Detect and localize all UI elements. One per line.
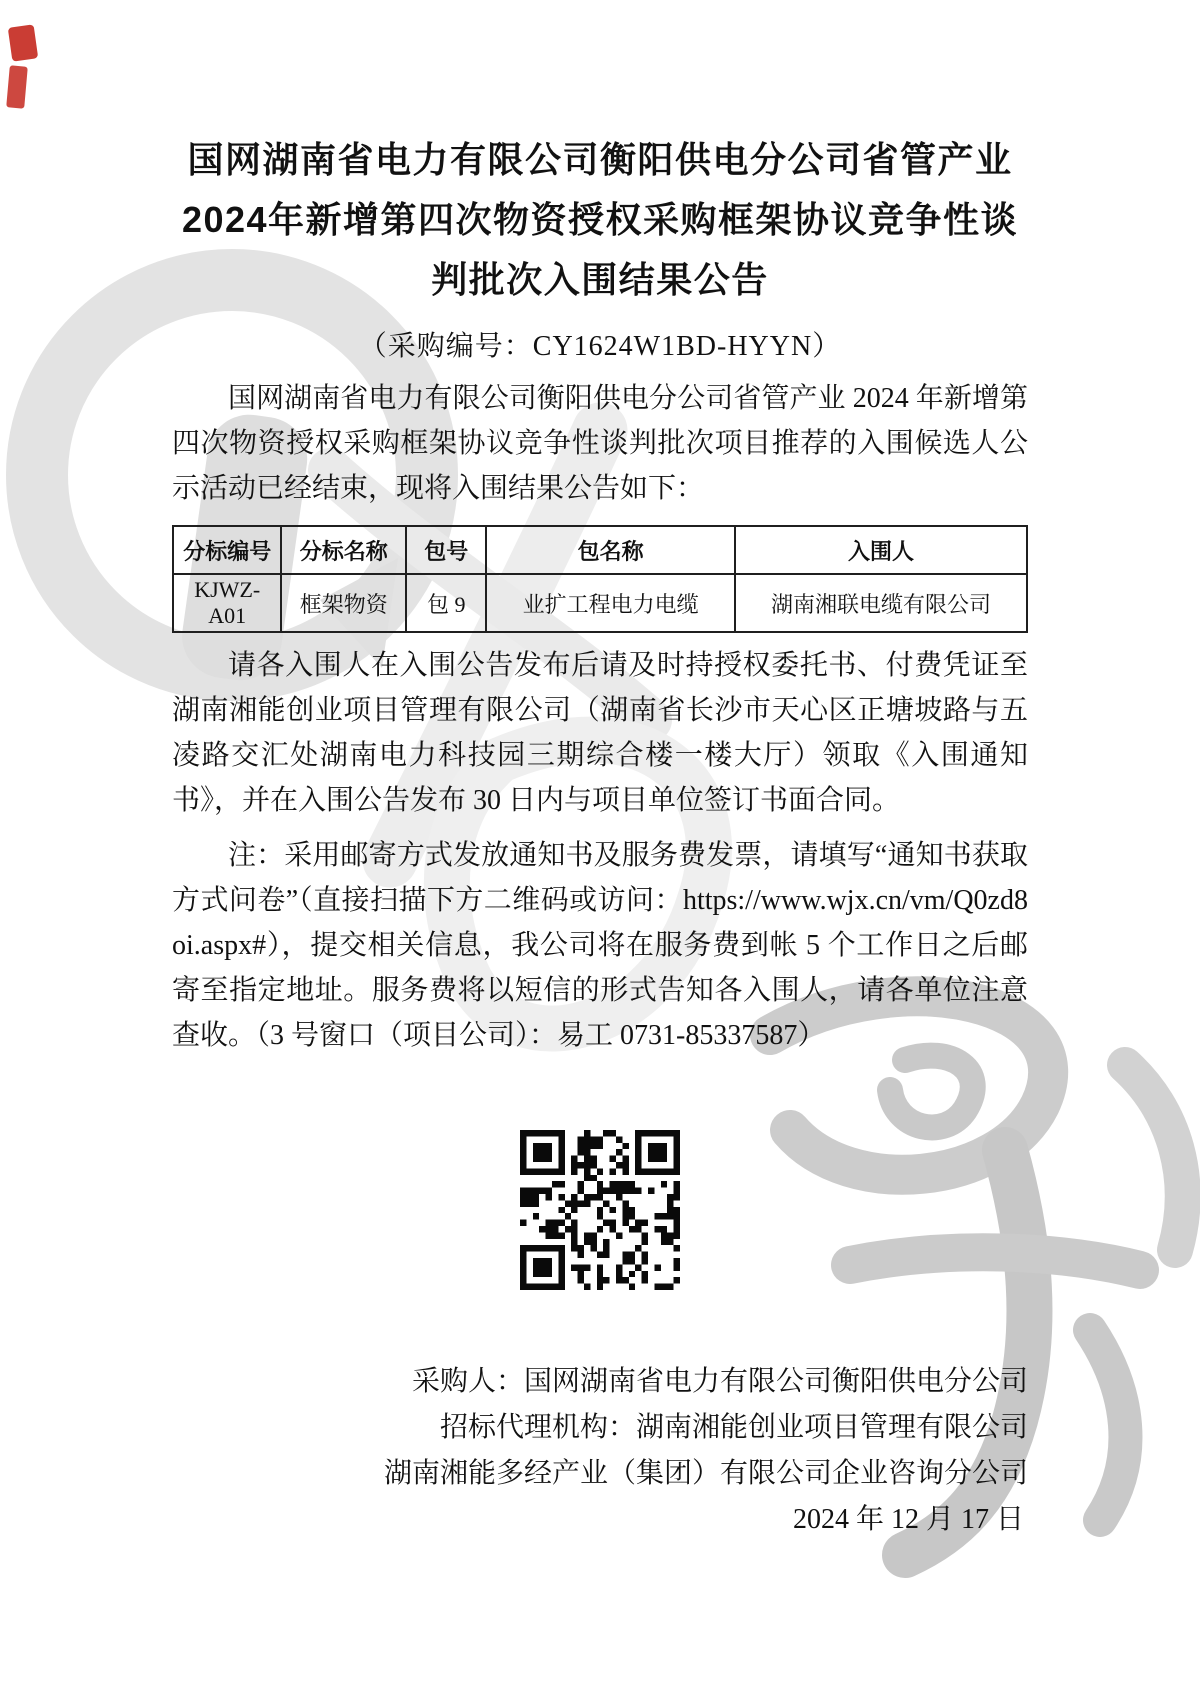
- qr-code-section: [172, 1130, 1028, 1295]
- notice-paragraph: 请各入围人在入围公告发布后请及时持授权委托书、付费凭证至湖南湘能创业项目管理有限公司（湖南省长沙市天心区正塘坡路与五凌路交汇处湖南电力科技园三期综合楼一楼大厅）领取《入围通知书》，并在入围公告发布 30 日内与项目单位签订书面合同。: [172, 650, 1028, 816]
- cell-lot-name: 框架物资: [281, 574, 406, 632]
- cell-package-no: 包 9: [406, 574, 486, 632]
- page-title-line: 国网湖南省电力有限公司衡阳供电分公司省管产业: [187, 139, 1013, 180]
- note-text-after-url: ），提交相关信息，我公司将在服务费到帐 5 个工作日之后邮寄至指定地址。服务费将以短信的形式告知各入围人，请各单位注意查收。（3 号窗口（项目公司）：易工 0731-85337587）: [172, 930, 1028, 1051]
- col-header-package-no: 包号: [406, 526, 486, 574]
- buyer-line: 采购人：国网湖南省电力有限公司衡阳供电分公司: [411, 1366, 1028, 1397]
- procurement-number: （采购编号：CY1624W1BD-HYYN）: [358, 331, 842, 362]
- table-header-row: [173, 526, 1027, 574]
- col-header-lot-name: 分标名称: [281, 526, 406, 574]
- cell-lot-no: KJWZ-A01: [173, 574, 281, 632]
- intro-paragraph: 国网湖南省电力有限公司衡阳供电分公司省管产业 2024 年新增第四次物资授权采购框架协议竞争性谈判批次项目推荐的入围候选人公示活动已经结束，现将入围结果公告如下：: [172, 383, 1028, 504]
- date-line: 2024 年 12 月 17 日: [792, 1504, 1024, 1535]
- cell-package-name: 业扩工程电力电缆: [486, 574, 735, 632]
- col-header-winner: 入围人: [735, 526, 1027, 574]
- cell-winner: 湖南湘联电缆有限公司: [735, 574, 1027, 632]
- col-header-package-name: 包名称: [486, 526, 735, 574]
- agency-line: 招标代理机构：湖南湘能创业项目管理有限公司: [439, 1412, 1028, 1443]
- qr-code: [520, 1130, 680, 1290]
- survey-url: https://www.wjx.cn/vm/Q0zd8oi.aspx#: [172, 885, 1028, 961]
- page-title-line: 判批次入围结果公告: [431, 259, 769, 300]
- signature-block: [172, 1359, 1028, 1543]
- note-paragraph: [172, 833, 1028, 1058]
- result-table: [172, 525, 1028, 633]
- page-title-line: 2024年新增第四次物资授权采购框架协议竞争性谈: [181, 199, 1019, 240]
- table-row: [173, 574, 1027, 632]
- agency-line-2: 湖南湘能多经产业（集团）有限公司企业咨询分公司: [383, 1458, 1028, 1489]
- note-text-before-url: 注：采用邮寄方式发放通知书及服务费发票，请填写“通知书获取方式问卷”（直接扫描下方二维码或访问：: [172, 840, 1028, 916]
- page-title: [172, 130, 1028, 310]
- col-header-lot-no: 分标编号: [173, 526, 281, 574]
